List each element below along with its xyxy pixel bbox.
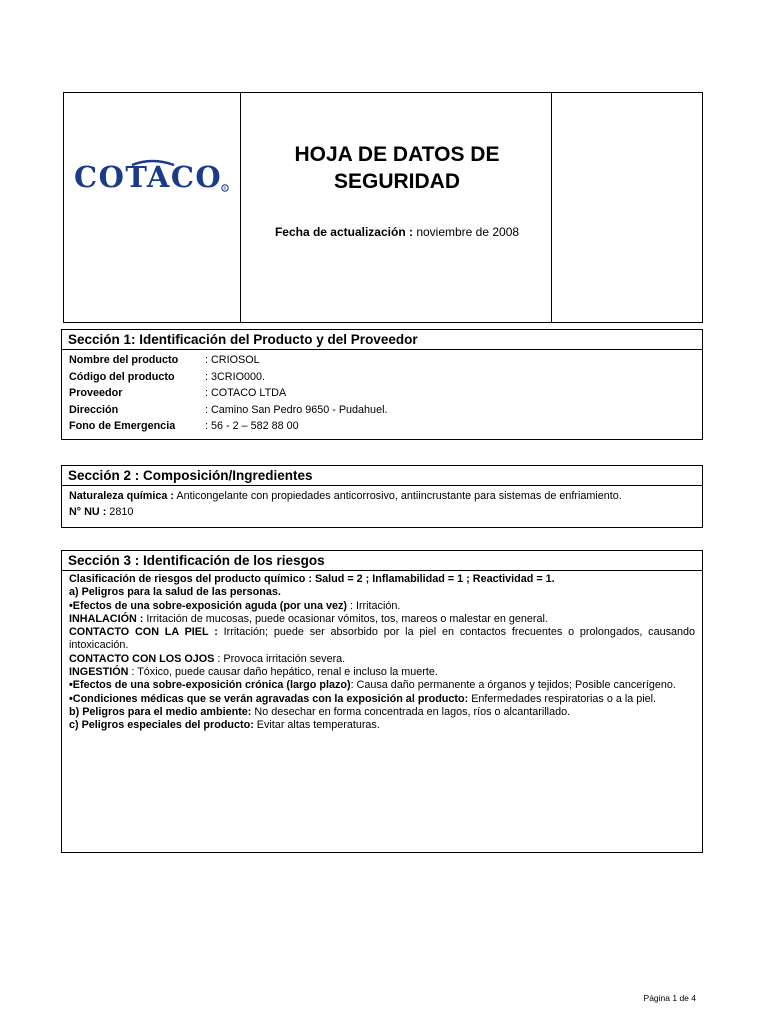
environmental-hazards — [69, 706, 695, 719]
chemical-nature-label: Naturaleza química : — [69, 490, 175, 502]
field-value: : Camino San Pedro 9650 - Pudahuel. — [205, 403, 388, 416]
section-2-title: Sección 2 : Composición/Ingredientes — [62, 466, 702, 486]
special-hazards-value: Evitar altas temperaturas. — [253, 719, 380, 732]
acute-effects-value: : Irritación. — [346, 599, 401, 612]
eye-contact — [69, 653, 695, 666]
aggravated-conditions — [69, 693, 695, 706]
field-label: Nombre del producto — [69, 354, 179, 366]
acute-effects-label: •Efectos de una sobre-exposición aguda (por una vez) — [69, 599, 347, 612]
inhalation-value: Irritación de mucosas, puede ocasionar vómitos, tos, mareos o malestar en general. — [143, 612, 548, 625]
field-value: : 3CRIO000. — [205, 370, 266, 383]
section-1 — [61, 329, 703, 440]
field-supplier — [69, 385, 695, 402]
eye-contact-value: : Provoca irritación severa. — [214, 652, 346, 665]
field-label: Proveedor — [69, 387, 123, 400]
title-line-2: SEGURIDAD — [333, 170, 460, 193]
field-emergency-phone — [69, 418, 695, 435]
environmental-hazards-label: b) Peligros para el medio ambiente: — [69, 705, 252, 718]
eye-contact-label: CONTACTO CON LOS OJOS — [69, 652, 215, 665]
section-3 — [61, 550, 703, 853]
field-value: : 56 - 2 – 582 88 00 — [205, 420, 299, 433]
aggravated-conditions-value: Enfermedades respiratorias o a la piel. — [468, 692, 657, 705]
update-date — [242, 225, 552, 239]
section-2 — [61, 465, 703, 528]
chronic-effects-label: •Efectos de una sobre-exposición crónica (largo plazo) — [69, 679, 351, 692]
page-number: Página 1 de 4 — [643, 993, 696, 1003]
header-divider-right — [551, 93, 552, 322]
section-1-title: Sección 1: Identificación del Producto y del Proveedor — [62, 330, 702, 350]
skin-contact-value: Irritación; puede ser absorbido por la piel en contactos frecuentes o prolongados, causando intoxicación. — [69, 626, 695, 652]
ingestion-label: INGESTIÓN — [69, 666, 129, 679]
field-address — [69, 402, 695, 419]
chronic-effects — [69, 679, 695, 692]
environmental-hazards-value: No desechar en forma concentrada en lagos, ríos o alcantarillado. — [251, 705, 571, 718]
document-title — [242, 141, 552, 195]
ingestion-value: : Tóxico, puede causar daño hepático, renal e incluso la muerte. — [128, 666, 438, 679]
field-value: : CRIOSOL — [205, 354, 260, 366]
logo-text: COTACO — [74, 160, 223, 194]
skin-contact — [69, 626, 695, 653]
field-product-name — [69, 352, 695, 369]
field-value: : COTACO LTDA — [205, 387, 287, 400]
un-number — [69, 504, 695, 520]
header-box — [63, 92, 703, 323]
ingestion — [69, 666, 695, 679]
chemical-nature-value: Anticongelante con propiedades anticorrosivo, antiincrustante para sistemas de enfriamiento. — [174, 490, 622, 502]
inhalation-label: INHALACIÓN : — [69, 612, 144, 625]
un-number-value: 2810 — [106, 506, 134, 518]
title-line-1: HOJA DE DATOS DE — [294, 143, 500, 166]
chemical-nature — [69, 488, 695, 504]
risk-classification: Clasificación de riesgos del producto químico : Salud = 2 ; Inflamabilidad = 1 ; Reactividad = 1. — [69, 573, 555, 585]
aggravated-conditions-label: •Condiciones médicas que se verán agravadas con la exposición al producto: — [69, 692, 469, 705]
acute-effects — [69, 600, 695, 613]
un-number-label: N° NU : — [69, 506, 107, 518]
field-label: Código del producto — [69, 370, 175, 383]
cotaco-logo — [72, 159, 232, 195]
update-label: Fecha de actualización : — [274, 225, 413, 239]
svg-text:R: R — [223, 187, 227, 192]
field-product-code — [69, 369, 695, 386]
update-value: noviembre de 2008 — [412, 225, 520, 239]
chronic-effects-value: : Causa daño permanente a órganos y tejidos; Posible cancerígeno. — [350, 679, 676, 692]
section-3-title: Sección 3 : Identificación de los riesgos — [62, 551, 702, 571]
header-divider-left — [240, 93, 241, 322]
field-label: Fono de Emergencia — [69, 420, 176, 433]
inhalation — [69, 613, 695, 626]
health-hazards-heading: a) Peligros para la salud de las personas. — [69, 586, 281, 599]
special-hazards-label: c) Peligros especiales del producto: — [69, 719, 254, 732]
field-label: Dirección — [69, 403, 119, 416]
special-hazards — [69, 719, 695, 732]
skin-contact-label: CONTACTO CON LA PIEL : — [69, 626, 218, 639]
